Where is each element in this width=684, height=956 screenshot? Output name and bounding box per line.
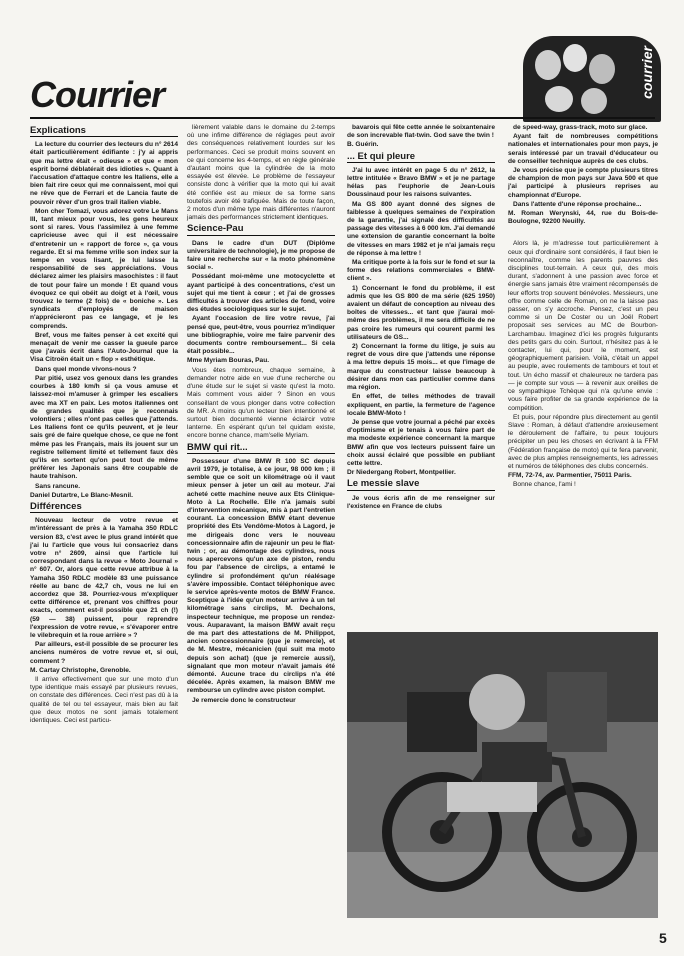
letter-paragraph: Ma GS 800 ayant donné des signes de faiblesse à quelques semaines de l'expiration de la garantie, j'ai signalé des difficultés au passage des vitesses à 6 000 km. J'ai demandé une extension de garantie concernant la boîte de vitesses en mars 1982 et je n'ai jamais reçu de réponse à ma lettre ! [347, 200, 495, 257]
letter-paragraph: 1) Concernant le fond du problème, il est admis que les GS 800 de ma série (625 1950) avaient un défaut de conception au niveau des boîtes de vitesses... et tant que j'aurai moi-même des problèmes, il me sera difficile de ne pas croire les rumeurs qui courent parmi les utilisateurs de GS... [347, 284, 495, 341]
column-4 [508, 124, 658, 491]
page-title: Courrier [30, 74, 165, 115]
letter-signature: M. Roman Werynski, 44, rue du Bois-de-Boulogne, 92200 Neuilly. [508, 210, 658, 226]
letter-paragraph: Je remercie donc le constructeur [192, 696, 296, 704]
letter-paragraph: Sans rancune. [35, 482, 81, 490]
section-heading: Le messie slave [347, 480, 495, 490]
section-heading: Différences [30, 503, 178, 513]
column-4-reply [508, 240, 658, 489]
letter-paragraph: Je vous écris afin de me renseigner sur l'existence en France de clubs [347, 494, 495, 510]
editor-reply-paragraph: Bonne chance, l'ami ! [513, 481, 576, 489]
letter-signature: FFM, 72-74, av. Parmentier, 75011 Paris. [508, 472, 632, 480]
editor-reply-paragraph: lièrement valable dans le domaine du 2-temps où une infime différence de réglages peut avoir des conséquences relativement lourdes sur les performances. Ceci se produit moins souvent en ce qui concerne les 4-temps, et en règle générale d'autant moins que la cylindrée de la moto essayée est élevée. Le problème de l'essayeur consiste donc à vérifier que la moto qui lui avait été confiée est au mieux de sa forme sans toutefois avoir été trafiquée. Mais de toute façon, 2 motos d'un même type mais différentes n'auront jamais des performances strictement identiques. [187, 124, 335, 222]
letter-paragraph: Nouveau lecteur de votre revue et m'intéressant de près à la Yamaha 350 RDLC version 83, c'est avec le plus grand intérêt que j'ai lu l'article que vous lui consacriez dans votre n° 2609, ainsi que l'article lui correspondant dans la revue « Moto Journal » n° 607. Or, alors que cette revue attribue à la Yamaha 350 RDLC modèle 83 une puissance réelle au banc de 42,7 ch, vous ne lui en accordez que 38. Pourriez-vous m'expliquer cette différence et, prenant vos chiffres pour exacts, comment est-il possible que 21 ch (!) (59 — 38) puissent, pour reprendre l'expression de votre revue, « s'évaporer entre le vilebrequin et la roue arrière » ? [30, 517, 178, 639]
column-1 [30, 124, 178, 726]
letter-signature: Mme Myriam Bouras, Pau. [187, 357, 270, 365]
column-2 [187, 124, 335, 706]
letter-paragraph: 2) Concernant la forme du litige, je suis au regret de vous dire que j'attends une réponse à ma lettre depuis 15 mois... et que l'image de marque du constructeur laisse beaucoup à désirer dans mon cas particulier comme dans ma région. [347, 343, 495, 392]
editor-reply-paragraph: Vous êtes nombreux, chaque semaine, à demander notre aide en vue d'une recherche ou d'une étude sur le sujet si vaste qu'est la moto. Mais comment vous aider ? Sinon en vous conseillant de vous plonger dans votre collection de MR. A moins qu'un lecteur bien intentionné et surtout bien documenté vienne éclaircir votre lanterne. En espérant qu'un tel quidam existe, encore bonne chance, mam'selle Myriam. [187, 366, 335, 440]
letter-signature: Daniel Dutartre, Le Blanc-Mesnil. [30, 491, 133, 499]
page-number: 5 [659, 930, 667, 946]
letter-paragraph: Bref, vous me faites penser à cet excité qui menaçait de venir me casser la gueule parce que j'avais écrit dans l'Auto-Journal que la Visa Citroën était un « flop » esthétique. [30, 331, 178, 364]
letter-paragraph: Par ailleurs, est-il possible de se procurer les anciens numéros de votre revue et, si oui, comment ? [30, 641, 178, 665]
letter-paragraph: La lecture du courrier des lecteurs du n° 2614 était particulièrement édifiante : j'y ai appris que ma lettre était « odieuse » et que « mon esprit borné déblatérait des idioties ». Quant à l'accusation d'attaque contre les Italiens, elle a bien fait rire ceux qui me connaissent, moi qui ne rêve que de Ferrari et de Lancia faute de pouvoir rêver d'un gros trail italien viable. [30, 141, 178, 206]
letter-paragraph: de speed-way, grass-track, moto sur glace. [513, 124, 648, 131]
column-3 [347, 124, 495, 512]
letter-signature: M. Cartay Christophe, Grenoble. [30, 666, 131, 674]
photo-svg [347, 632, 658, 918]
letter-paragraph: Possédant moi-même une motocyclette et ayant participé à des concentrations, c'est un sujet qui me tient à cœur ; et j'ai de grosses difficultés à trouver des articles de fond, voire des études sociologiques sur le sujet. [187, 273, 335, 314]
speedway-motorcycle-photo [347, 632, 658, 918]
section-heading: BMW qui rit... [187, 444, 335, 454]
letter-paragraph: J'ai lu avec intérêt en page 5 du n° 2612, la lettre intitulée « Bravo BMW » et je ne partage hélas pas l'euphorie de Jean-Louis Doussinaud pour les raisons suivantes. [347, 166, 495, 199]
letter-paragraph: bavarois qui fête cette année le soixantenaire de son increvable flat-twin. God save the twin ! [347, 124, 495, 140]
editor-reply-paragraph: Et puis, pour répondre plus directement au gentil Slave : Roman, à défaut d'attendre anxieusement le déroulement de l'affaire, tu peux toujours précipiter un peu les choses en écrivant à la FFM (Fédération française de moto) qui te fera parvenir, avec de plus amples renseignements, les adresses et numéros de téléphones des clubs concernés. [508, 413, 658, 470]
letter-paragraph: Je vous précise que je compte plusieurs titres de champion de mon pays sur Java 500 et que j'ai participé à plusieurs reprises au championnat d'Europe. [508, 167, 658, 199]
letter-paragraph: Possesseur d'une BMW R 100 SC depuis avril 1979, je totalise, à ce jour, 98 000 km ; il semble que ce soit un kilométrage où il vaut mieux penser à jeter un œil au moteur. J'ai acheté cette machine neuve aux Ets Clinique-Moto à La Rochelle. Elle n'a jamais subi d'intervention mécanique, mis à part l'entretien courant. La concession BMW étant devenue propriété des Ets Vendôme-Motos à Lagord, je me dirigeais donc vers le nouveau concessionnaire afin de rajeunir un peu le flat-twin ; or, au démontage des cylindres, nous nous apercevons qu'un axe de piston, rendu fou par l'absence de circlips, a entamé le cylindre si profondément qu'un réalésage s'avère impossible. Contact téléphonique avec le service après-vente motos de BMW France. Sceptique à l'idée qu'un moteur arrive à un tel kilométrage sans circlips, M. Dechalons, inspecteur technique, me propose un rendez-vous. Auparavant, la maison BMW avait reçu de ma part des attestations de M. Philippot, ancien concessionnaire (que je remercie), et de M. Mestre, mécanicien (qui suit ma moto depuis son achat) (que je remercie aussi), signalant que mon moteur n'avait jamais été démonté. Aucune trace du circlips n'a été décelée. Après examen, la maison BMW me rembourse un cylindre avec piston complet. [187, 457, 335, 695]
letter-paragraph: En effet, de telles méthodes de travail expliquent, en partie, la fermeture de l'agence locale BMW-Moto ! [347, 393, 495, 417]
letter-paragraph: Par pitié, usez vos genoux dans les grandes courbes à 180 km/h si ça vous amuse et laissez-moi m'amuser à grimper les escaliers avec ma XT en paix. Les motos italiennes ont de grandes qualités que je reconnais volontiers ; elles n'ont pas celles que j'attends. Les Italiens font ce qu'ils peuvent, et je leur sais gré de faire quelque chose, ce que ne font même pas les Français, mais ils jouent sur un registre tellement limité et tellement faux dès qu'ils en sortent qu'on peut tout de même préférer les Japonais sans être coupable de haute trahison. [30, 374, 178, 481]
title-rule [30, 117, 655, 119]
section-heading: Science-Pau [187, 225, 335, 235]
letter-paragraph: Dans l'attente d'une réponse prochaine... [513, 200, 642, 208]
letter-paragraph: Mon cher Tomazi, vous adorez votre Le Mans III, tant mieux pour vous, les gens heureux sont si rares. Vous l'assimilez à une femme capricieuse avec qui il est nécessaire d'entretenir un « rapport de force », ça vous regarde. Et si ma femme vrille son index sur la tempe en vous lisant, je lui laisse la responsabilité de ses appréciations. Vous déclarez aimer les plaisirs masochistes : il faut de tout pour faire un monde ! Et quand vous évoquez ce qui obéit au doigt et à l'œil, vous trouvez le terme (2 fois) de « boniche ». Les syndicats d'employés de maison n'apprécieront pas ce langage, et je les comprends. [30, 207, 178, 330]
letter-signature: B. Guérin. [347, 141, 379, 149]
logo-word: courrier [639, 46, 655, 99]
letter-paragraph: Ayant fait de nombreuses compétitions nationales et internationales pour mon pays, je serais intéressé par un travail d'éducateur ou de conseiller technique auprès de ces clubs. [508, 133, 658, 165]
letter-signature: Dr Niedergang Robert, Montpellier. [347, 469, 456, 477]
letter-paragraph: Ayant l'occasion de lire votre revue, j'ai pensé que, peut-être, vous pourriez m'indiquer une bibliographie, voire me faire parvenir des documents contre remboursement... Si cela était possible... [187, 315, 335, 356]
letter-paragraph: Je pense que votre journal a péché par excès d'optimisme et je tenais à vous faire part de ma modeste expérience concernant la marque BMW afin que vos lecteurs puissent faire un choix aussi éclairé que possible en publiant cette lettre. [347, 418, 495, 467]
column-4-letter [508, 124, 658, 226]
letter-paragraph: Dans le cadre d'un DUT (Diplôme universitaire de technologie), je me propose de faire une recherche sur « la moto phénomène social ». [187, 239, 335, 272]
editor-reply-paragraph: Alors là, je m'adresse tout particulièrement à ceux qui d'ordinaire sont considérés, il faut bien le reconnaître, comme les parents pauvres des disciplines tout-terrain. A ceux qui, des mois durant, s'adonnent à une passion avec force et énergie sans jamais être vraiment récompensés de leur efforts trop souvent bénévoles. Messieurs, une offre comme celle de Roman, on ne la laisse pas passer, on s'y accroche. Pensez, c'est un peu comme si un De Coster ou un Joël Robert proposait ses services au MC de Bourbon-Larchambau. Imaginez d'ici les progrès fulgurants des petits gars du coin. Surtout, n'hésitez pas à le contacter, lui qui, pour le moment, est géographiquement parisien. Voilà, c'était un appel au peuple, avec roulements de tambours et tout et tout. Un écho massif et chaleureux ne tardera pas — je compte sur vous — à revenir aux oreilles de ce sympathique Tchèque qui n'a qu'une envie : vous faire profiter de sa grande expérience de la compétition. [508, 240, 658, 412]
letter-paragraph: Ma critique porte à la fois sur le fond et sur la forme des relations commerciales « BMW-client ». [347, 259, 495, 283]
section-heading: Explications [30, 127, 178, 137]
letter-paragraph: Dans quel monde vivons-nous ? [35, 365, 137, 373]
editor-reply-paragraph: Il arrive effectivement que sur une moto d'un type identique mais essayé par plusieurs revues, on constate des différences. Ceci n'est pas dû à la qualité de tel ou tel essayeur, mais bien au fait que deux motos ne sont jamais totalement identiques. Ceci est particu- [30, 676, 178, 725]
section-heading: ... Et qui pleure [347, 153, 495, 163]
courrier-logo [523, 36, 661, 122]
